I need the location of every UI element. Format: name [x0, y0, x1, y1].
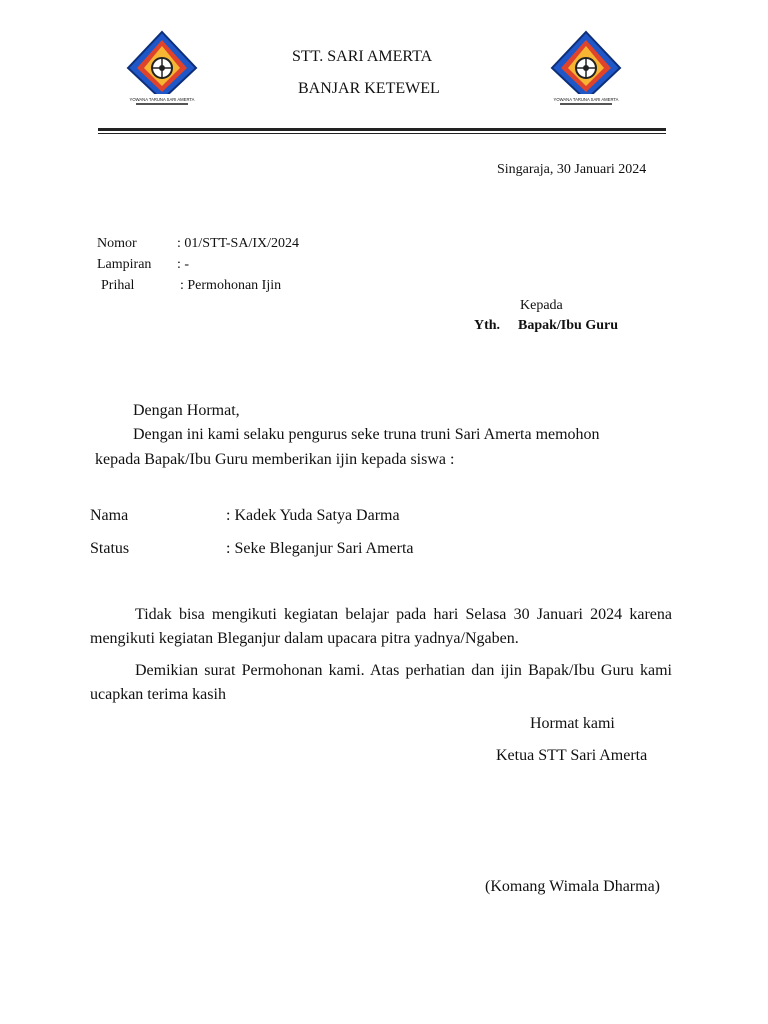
lampiran-label: Lampiran — [97, 257, 152, 272]
nomor-label: Nomor — [97, 236, 137, 251]
status-label: Status — [90, 540, 130, 557]
greeting: Dengan Hormat, — [133, 402, 240, 419]
recipient-name: Bapak/Ibu Guru — [518, 318, 618, 333]
signatory-name: (Komang Wimala Dharma) — [485, 878, 660, 895]
closing-salutation: Hormat kami — [530, 715, 615, 732]
logo-right-text: YOWANA TARUNA SARI AMERTA — [553, 97, 619, 102]
lampiran-value: : - — [177, 257, 190, 272]
nomor-value: : 01/STT-SA/IX/2024 — [177, 236, 299, 251]
paragraph-absence — [90, 603, 672, 651]
signatory-role: Ketua STT Sari Amerta — [496, 747, 648, 764]
org-location: BANJAR KETEWEL — [298, 80, 440, 97]
kepada-label: Kepada — [520, 298, 563, 313]
nama-value: : Kadek Yuda Satya Darma — [226, 507, 400, 524]
prihal-value: : Permohonan Ijin — [180, 278, 282, 293]
paragraph-absence-text: Tidak bisa mengikuti kegiatan belajar pada hari Selasa 30 Januari 2024 karena mengikuti kegiatan Bleganjur dalam upacara pitra yadnya/Ngaben. — [90, 606, 672, 647]
intro-line-2: kepada Bapak/Ibu Guru memberikan ijin kepada siswa : — [95, 451, 455, 468]
paragraph-closing-text: Demikian surat Permohonan kami. Atas perhatian dan ijin Bapak/Ibu Guru kami ucapkan terima kasih — [90, 662, 672, 703]
letter-date: Singaraja, 30 Januari 2024 — [497, 162, 647, 177]
intro-line-1: Dengan ini kami selaku pengurus seke truna truni Sari Amerta memohon — [133, 426, 600, 443]
prihal-label: Prihal — [101, 278, 135, 293]
status-value: : Seke Bleganjur Sari Amerta — [226, 540, 414, 557]
paragraph-closing — [90, 659, 672, 707]
org-name: STT. SARI AMERTA — [292, 48, 433, 65]
nama-label: Nama — [90, 507, 129, 524]
yth-label: Yth. — [474, 318, 501, 333]
logo-left-text: YOWANA TARUNA SARI AMERTA — [129, 97, 195, 102]
organization-logo-left — [124, 30, 200, 110]
organization-logo-right — [548, 30, 624, 110]
letterhead-divider — [98, 128, 666, 131]
letterhead-divider-thin — [98, 133, 666, 134]
